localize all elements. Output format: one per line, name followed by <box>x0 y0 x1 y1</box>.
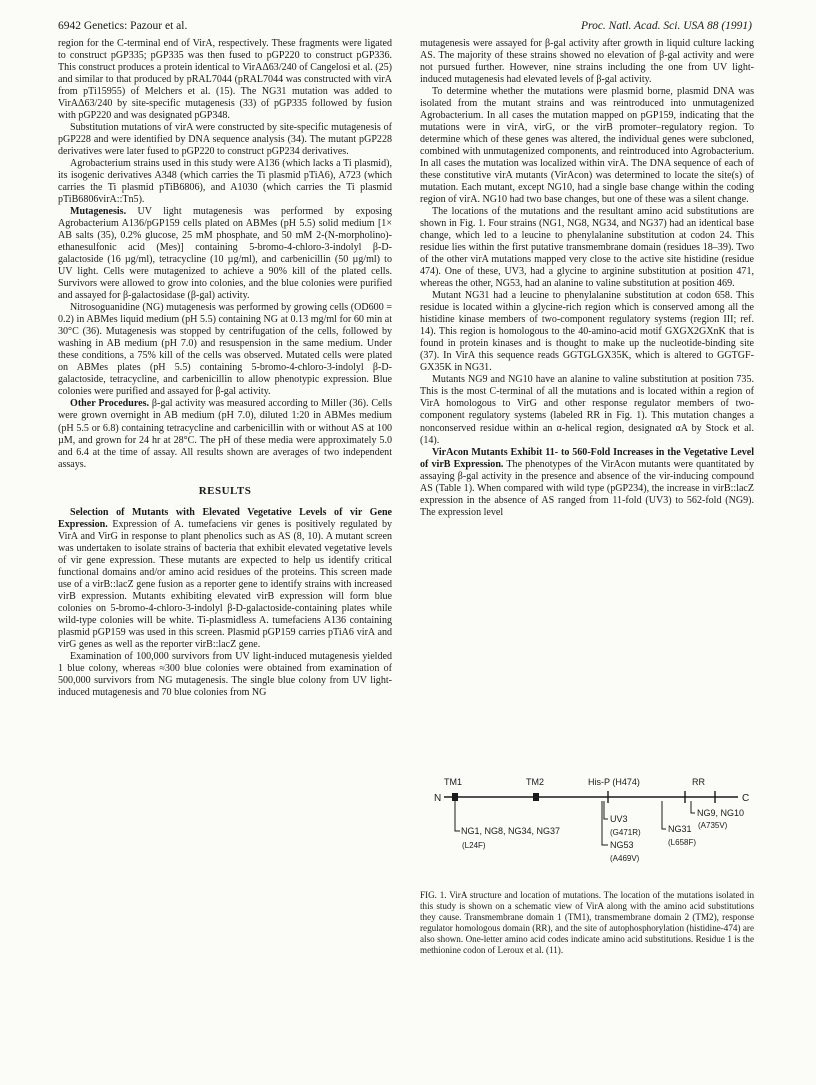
paragraph <box>58 206 392 302</box>
run-in-heading: Selection of Mutants with Elevated Vegetative Levels of vir Gene Expression. <box>58 506 392 530</box>
paragraph-text: The phenotypes of the VirAcon mutants were quantitated by assaying β-gal activity in the presence and absence of the vir-inducing compound AS (Table 1). When compared with wild type (pGP234), the increase in virB::lacZ expression in the absence of AS ranged from 11-fold (UV3) to 562-fold (NG9). The expression level <box>420 458 754 518</box>
paragraph: Examination of 100,000 survivors from UV light-induced mutagenesis yielded 1 blue colony, whereas ≈300 blue colonies were obtained from examination of 500,000 survivors from NG mutagenesis. The single blue colony from UV light-induced mutagenesis and 70 blue colonies from NG <box>58 650 392 698</box>
paragraph: Substitution mutations of virA were constructed by site-specific mutagenesis of pGP228 and were identified by DNA sequence analysis (34). The mutant pGP228 derivatives were later fused to pGP220 to construct pGP234 derivatives. <box>58 122 392 158</box>
paragraph: Mutants NG9 and NG10 have an alanine to valine substitution at position 735. This is the most C-terminal of all the mutations and is located within a region of VirA homologous to VirG and other response regulator members of two-component regulatory systems (labeled RR in Fig. 1). This mutation changes a nonconserved residue within an α-helical region, designated αA by Stock et al. (14). <box>420 374 754 446</box>
mutation-names-l24f: NG1, NG8, NG34, NG37 <box>461 826 561 836</box>
header-right: Proc. Natl. Acad. Sci. USA 88 (1991) <box>581 20 752 32</box>
mutation-sub-l24f: (L24F) <box>462 841 486 850</box>
mutation-sub-g471r: (G471R) <box>610 828 641 837</box>
tm1-domain-box <box>452 793 458 801</box>
paragraph: region for the C-terminal end of VirA, respectively. These fragments were ligated to construct pGP335; pGP335 was then fused to pGP220 to construct pGP336. This construct produces a protein identical to VirAΔ63/240 of Cangelosi et al. (25) and similar to that produced by pRAL7044 (pRAL7044 was constructed with virA from pTi15955) of Melchers et al. (15). The NG31 mutation was added to VirAΔ63/240 by site-specific mutagenesis (33) of pGP335 followed by fusion with pGP220 and was designated pGP348. <box>58 38 392 122</box>
section-heading-results: RESULTS <box>198 484 252 497</box>
run-in-heading: VirAcon Mutants Exhibit 11- to 560-Fold Increases in the Vegetative Level of virB Expression. <box>420 446 754 470</box>
rr-label: RR <box>692 777 705 787</box>
paragraph: The locations of the mutations and the resultant amino acid substitutions are shown in Fig. 1. Four strains (NG1, NG8, NG34, and NG37) had an identical base change, which led to a leucine to phenylalanine substitution at codon 24. This residue lies within the first putative transmembrane domain (residues 18–39). Two of the other virA mutations mapped very close to the active site histidine (residue 474). One of these, UV3, had a glycine to arginine substitution at position 471, whereas the other, NG53, had an alanine to valine substitution at position 469. <box>420 206 754 290</box>
mutation-sub-a735v: (A735V) <box>698 821 728 830</box>
right-column <box>420 38 754 519</box>
paragraph-text: β-gal activity was measured according to Miller (36). Cells were grown overnight in AB medium (pH 7.0), diluted 1:20 in ABMes medium (pH 5.5 or 6.8) containing tetracycline and carbenicillin with or without AS at 100 µM, and grown for 24 hr at 28°C. The pH of these media were approximately 5.0 and 6.4 at the time of assay. All results shown are averages of two independent assays. <box>58 398 392 470</box>
running-header <box>58 20 752 36</box>
paragraph: Agrobacterium strains used in this study were A136 (which lacks a Ti plasmid), its isogenic derivatives A348 (which carries the Ti plasmid pTiA6), A723 (which carries the Ti plasmid pTiB6806), and A1030 (which carries the Ti plasmid pTiB6806virA::Tn5). <box>58 158 392 206</box>
n-terminus-label: N <box>434 793 442 804</box>
tm1-label: TM1 <box>444 777 462 787</box>
mutation-name-uv3: UV3 <box>610 814 628 824</box>
figure-1-diagram <box>430 773 760 885</box>
mutation-sub-a469v: (A469V) <box>610 854 640 863</box>
mutation-name-ng31: NG31 <box>668 824 692 834</box>
tm2-label: TM2 <box>526 777 544 787</box>
left-column <box>58 38 392 699</box>
hisp-label: His-P (H474) <box>588 777 640 787</box>
c-terminus-label: C <box>742 793 750 804</box>
mutation-leader-a735v <box>691 801 695 813</box>
paragraph <box>58 507 392 651</box>
paragraph-text: UV light mutagenesis was performed by exposing Agrobacterium A136/pGP159 cells plated on ABMes (pH 5.5) solid medium [1× AB salts (35), 0.2% glucose, 25 mM phosphate, and 50 mM 2-(N-morpholino)-ethanesulfonic acid (Mes)] containing 5-bromo-4-chloro-3-indolyl β-D-galactoside (16 µg/ml), tetracycline (10 µg/ml), and carbenicillin (50 µg/ml) to UV light. Cells were mutagenized to achieve a 90% kill of the plated cells. Survivors were allowed to grow into colonies, and the blue colonies were purified and assayed for β-galactosidase (β-gal) activity. <box>58 206 392 302</box>
paragraph: To determine whether the mutations were plasmid borne, plasmid DNA was isolated from the mutant strains and was reintroduced into unmutagenized Agrobacterium. In all cases the mutation mapped on pGP159, indicating that the mutations were in virA, virG, or the virB promoter–regulatory region. To determine which of these genes was altered, the individual genes were subcloned, combined with unmutagenized components, and reintroduced into Agrobacterium. In all cases the mutation was localized within virA. The DNA sequence of each of these constitutive virA mutants (VirAcon) was determined to locate the site(s) of mutation. Each mutant, except NG10, had a single base change within the coding region of virA. NG10 had two base changes, but one of these was a silent change. <box>420 86 754 206</box>
run-in-heading: Mutagenesis. <box>70 206 127 218</box>
mutation-leader-a469v <box>602 801 608 845</box>
mutation-sub-l658f: (L658F) <box>668 838 697 847</box>
figure-1-caption: FIG. 1. VirA structure and location of mutations. The location of the mutations isolated in this study is shown on a schematic view of VirA along with the amino acid substitutions they cause. Transmembrane domain 1 (TM1), transmembrane domain 2 (TM2), response regulator homologous domain (RR), and the site of autophosphorylation (histidine-474) are also shown. One-letter amino acid codes indicate amino acid substitutions. Residue 1 is the methionine codon of Leroux et al. (11). <box>420 890 754 955</box>
mutation-leader-l24f <box>455 801 460 831</box>
paragraph <box>420 447 754 519</box>
paragraph: Nitrosoguanidine (NG) mutagenesis was performed by growing cells (OD600 = 0.2) in ABMes liquid medium (pH 5.5) containing NG at 0.13 mg/ml for 60 min at 30°C (36). Mutagenesis was stopped by centrifugation of the cells, followed by washing in AB medium (pH 7.0) and resuspension in the same medium. Under these conditions, a 75% kill of the cells was observed. Mutated cells were plated on ABMes plates (pH 5.5) containing 5-bromo-4-chloro-3-indolyl β-D-galactoside, tetracycline, and carbenicillin to allow phenotypic expression. Blue colonies were purified and assayed for β-gal activity. <box>58 302 392 398</box>
paragraph-text: Expression of A. tumefaciens vir genes is positively regulated by VirA and VirG in response to plant phenolics such as AS (8, 10). A mutant screen was undertaken to isolate strains of bacteria that exhibit elevated vegetative levels of vir gene expression. These mutants are expected to help us identify critical functional domains and/or amino acid residues of the proteins. This screen made use of a virB::lacZ gene fusion as a reporter gene to identify strains with increased virB expression. Mutants exhibiting elevated virB expression will form blue colonies on 5-bromo-4-chloro-3-indolyl β-D-galactoside-containing plates while wild-type colonies will be white. Ti-plasmidless A. tumefaciens A136 containing plasmid pGP159 was used in this screen. Plasmid pGP159 carries pTiA6 virA and virG genes as well as the reporter virB::lacZ gene. <box>58 518 392 650</box>
paragraph: Mutant NG31 had a leucine to phenylalanine substitution at codon 658. This residue is located within a glycine-rich region which is conserved among all the histidine kinase members of two-component regulatory systems (region III; ref. 14). This region is homologous to the 40-amino-acid motif GXGX2GXnK that is found in protein kinases and is thought to make up the nucleotide-binding site (37). In VirA this sequence reads GGTGLGX35K, which is altered to GGTGF-GX35K in NG31. <box>420 290 754 374</box>
paragraph <box>58 398 392 470</box>
run-in-heading: Other Procedures. <box>70 398 150 410</box>
mutation-leader-g471r <box>604 801 608 819</box>
paragraph: mutagenesis were assayed for β-gal activity after growth in liquid culture lacking AS. The majority of these strains showed no elevation of β-gal activity and were not pursued further. However, nine strains including the one from UV light-induced mutagenesis had elevated levels of β-gal activity. <box>420 38 754 86</box>
mutation-names-ng9-ng10: NG9, NG10 <box>697 808 745 818</box>
vira-schematic <box>430 773 760 885</box>
mutation-name-ng53: NG53 <box>610 840 634 850</box>
header-left: 6942 Genetics: Pazour et al. <box>58 20 188 32</box>
mutation-leader-l658f <box>662 801 666 829</box>
tm2-domain-box <box>533 793 539 801</box>
